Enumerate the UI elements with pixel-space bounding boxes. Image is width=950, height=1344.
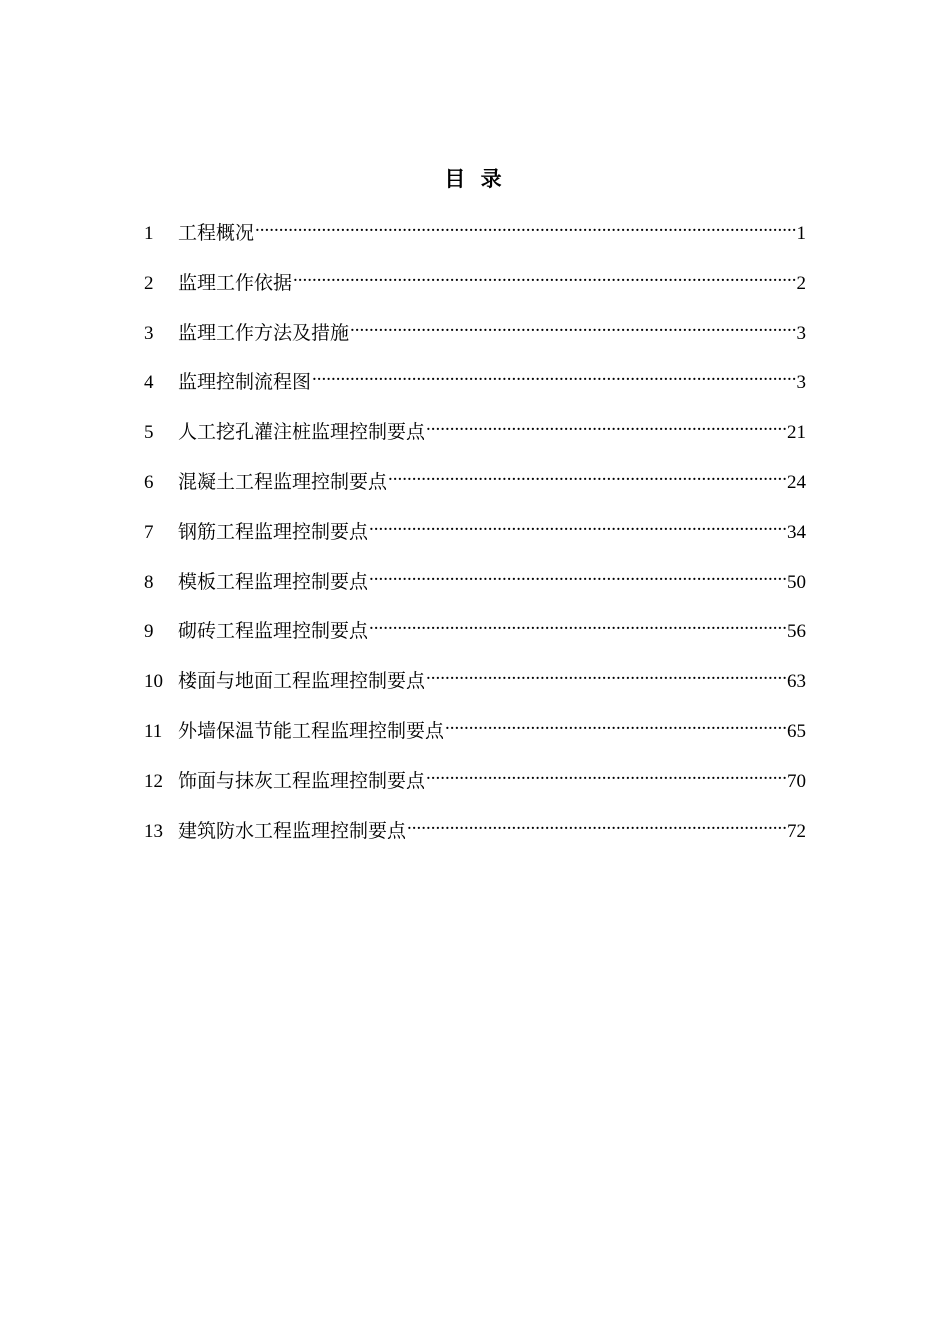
toc-entry-number: 6 — [144, 471, 154, 493]
toc-entry-title: 饰面与抹灰工程监理控制要点 — [178, 769, 426, 792]
toc-dot-leader — [388, 468, 786, 488]
toc-entry[interactable] — [144, 567, 806, 617]
toc-entry-page: 34 — [787, 521, 806, 543]
toc-entry-number: 2 — [144, 272, 154, 294]
toc-entry-number: 9 — [144, 621, 154, 643]
toc-entry-page: 24 — [787, 471, 806, 493]
toc-dot-leader — [369, 617, 786, 637]
toc-entry[interactable] — [144, 517, 806, 567]
toc-entry-page: 3 — [796, 372, 806, 394]
toc-entry-number: 4 — [144, 372, 154, 394]
toc-entry[interactable] — [144, 218, 806, 268]
toc-entry[interactable] — [144, 816, 806, 866]
toc-entry[interactable] — [144, 417, 806, 467]
toc-entry-number: 1 — [144, 223, 154, 244]
toc-entry-title: 工程概况 — [178, 222, 255, 244]
toc-dot-leader — [445, 717, 786, 737]
toc-entry[interactable] — [144, 268, 806, 318]
toc-entry-title: 砌砖工程监理控制要点 — [178, 620, 369, 643]
toc-dot-leader — [350, 319, 795, 339]
toc-entry-title: 建筑防水工程监理控制要点 — [178, 819, 407, 842]
toc-entry[interactable] — [144, 616, 806, 666]
toc-entry-number: 3 — [144, 322, 154, 344]
toc-entry-number: 12 — [144, 770, 163, 792]
toc-dot-leader — [426, 767, 786, 787]
toc-entry[interactable] — [144, 716, 806, 766]
toc-list — [144, 218, 806, 865]
toc-entry[interactable] — [144, 467, 806, 517]
toc-entry-number: 8 — [144, 571, 154, 593]
toc-entry-page: 72 — [787, 820, 806, 842]
toc-entry-page: 56 — [787, 621, 806, 643]
toc-entry-title: 模板工程监理控制要点 — [178, 570, 369, 593]
toc-entry-number: 10 — [144, 671, 163, 693]
toc-entry-number: 13 — [144, 820, 163, 842]
toc-title: 目 录 — [444, 167, 506, 191]
toc-entry-page: 1 — [796, 223, 806, 244]
toc-entry-page: 21 — [787, 422, 806, 444]
toc-dot-leader — [255, 219, 795, 239]
toc-entry-title: 监理工作方法及措施 — [178, 321, 350, 344]
toc-entry-page: 3 — [796, 322, 806, 344]
toc-entry-page: 50 — [787, 571, 806, 593]
toc-entry-number: 5 — [144, 422, 154, 444]
toc-entry-page: 2 — [796, 272, 806, 294]
toc-entry-page: 65 — [787, 720, 806, 742]
toc-dot-leader — [369, 568, 786, 588]
toc-entry-title: 人工挖孔灌注桩监理控制要点 — [178, 421, 426, 444]
toc-entry[interactable] — [144, 666, 806, 716]
toc-dot-leader — [312, 368, 795, 388]
toc-dot-leader — [407, 817, 786, 837]
toc-entry-title: 监理控制流程图 — [178, 371, 312, 394]
toc-entry-title: 混凝土工程监理控制要点 — [178, 470, 388, 493]
toc-entry-title: 监理工作依据 — [178, 271, 293, 294]
toc-entry-page: 63 — [787, 671, 806, 693]
toc-entry-title: 钢筋工程监理控制要点 — [178, 520, 369, 543]
toc-entry[interactable] — [144, 367, 806, 417]
toc-entry[interactable] — [144, 766, 806, 816]
toc-dot-leader — [369, 518, 786, 538]
toc-dot-leader — [426, 667, 786, 687]
toc-entry-title: 楼面与地面工程监理控制要点 — [178, 670, 426, 693]
toc-entry-title: 外墙保温节能工程监理控制要点 — [178, 719, 445, 742]
toc-entry[interactable] — [144, 318, 806, 368]
toc-dot-leader — [426, 418, 786, 438]
toc-dot-leader — [293, 269, 795, 289]
toc-entry-page: 70 — [787, 770, 806, 792]
toc-entry-number: 11 — [144, 720, 163, 742]
toc-entry-number: 7 — [144, 521, 154, 543]
